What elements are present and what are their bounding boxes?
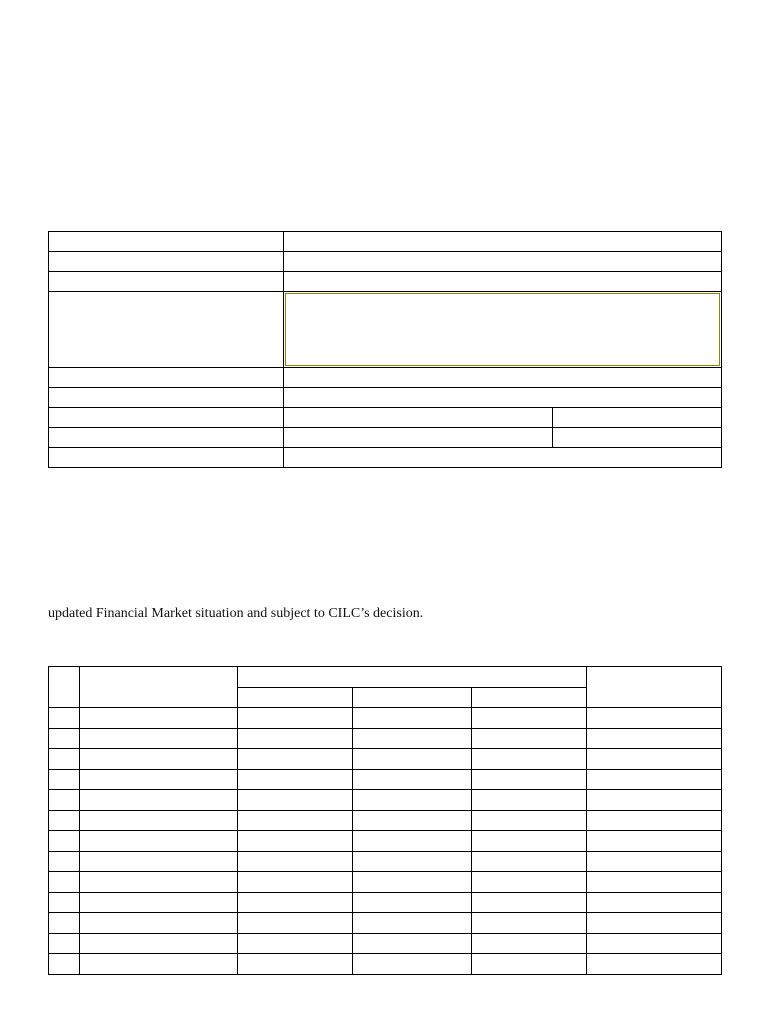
- schedule-row: [49, 831, 722, 852]
- schedule-cell[interactable]: [49, 954, 80, 975]
- schedule-body: [49, 708, 722, 975]
- schedule-cell[interactable]: [472, 749, 587, 770]
- schedule-cell[interactable]: [472, 769, 587, 790]
- schedule-cell[interactable]: [49, 728, 80, 749]
- schedule-cell[interactable]: [80, 954, 238, 975]
- schedule-cell[interactable]: [353, 728, 472, 749]
- schedule-cell[interactable]: [80, 933, 238, 954]
- form-row: [49, 428, 722, 448]
- schedule-cell[interactable]: [587, 728, 722, 749]
- schedule-cell[interactable]: [80, 790, 238, 811]
- schedule-cell[interactable]: [238, 954, 353, 975]
- schedule-cell[interactable]: [353, 933, 472, 954]
- schedule-cell[interactable]: [238, 892, 353, 913]
- schedule-cell[interactable]: [587, 851, 722, 872]
- form-label-cell: [49, 272, 284, 292]
- schedule-cell[interactable]: [80, 831, 238, 852]
- schedule-cell[interactable]: [49, 708, 80, 729]
- schedule-cell[interactable]: [472, 708, 587, 729]
- form-value2-cell[interactable]: [553, 408, 722, 428]
- schedule-cell[interactable]: [587, 954, 722, 975]
- schedule-cell[interactable]: [80, 872, 238, 893]
- schedule-cell[interactable]: [49, 831, 80, 852]
- form-value-cell[interactable]: [284, 408, 553, 428]
- form-row: [49, 272, 722, 292]
- schedule-cell[interactable]: [472, 913, 587, 934]
- schedule-cell[interactable]: [353, 954, 472, 975]
- schedule-cell[interactable]: [587, 749, 722, 770]
- form-table: [48, 231, 722, 468]
- schedule-cell[interactable]: [238, 728, 353, 749]
- schedule-cell[interactable]: [49, 851, 80, 872]
- schedule-cell[interactable]: [80, 749, 238, 770]
- schedule-cell[interactable]: [80, 708, 238, 729]
- schedule-row: [49, 749, 722, 770]
- form-value2-cell[interactable]: [553, 428, 722, 448]
- schedule-cell[interactable]: [472, 954, 587, 975]
- schedule-cell[interactable]: [353, 810, 472, 831]
- schedule-cell[interactable]: [238, 851, 353, 872]
- subheader-cell: [472, 687, 587, 708]
- schedule-cell[interactable]: [49, 892, 80, 913]
- schedule-cell[interactable]: [353, 769, 472, 790]
- form-value-cell[interactable]: [284, 428, 553, 448]
- form-label-cell: [49, 408, 284, 428]
- schedule-cell[interactable]: [353, 892, 472, 913]
- schedule-cell[interactable]: [472, 810, 587, 831]
- schedule-cell[interactable]: [472, 851, 587, 872]
- header-no-cell: [49, 667, 80, 708]
- schedule-cell[interactable]: [238, 933, 353, 954]
- schedule-row: [49, 872, 722, 893]
- schedule-row: [49, 769, 722, 790]
- schedule-cell[interactable]: [353, 708, 472, 729]
- schedule-row: [49, 892, 722, 913]
- schedule-table: [48, 666, 722, 975]
- schedule-cell[interactable]: [587, 933, 722, 954]
- form-label-cell: [49, 232, 284, 252]
- schedule-cell[interactable]: [472, 892, 587, 913]
- form-label-cell: [49, 448, 284, 468]
- header-item-cell: [80, 667, 238, 708]
- schedule-cell[interactable]: [49, 810, 80, 831]
- form-value-cell[interactable]: [284, 272, 722, 292]
- form-row: [49, 448, 722, 468]
- note-text: updated Financial Market situation and subject to CILC’s decision.: [48, 606, 424, 621]
- form-value-cell[interactable]: [284, 232, 722, 252]
- schedule-header-row: [49, 667, 722, 688]
- form-label-cell: [49, 368, 284, 388]
- schedule-row: [49, 790, 722, 811]
- schedule-cell[interactable]: [238, 790, 353, 811]
- form-value-cell-highlighted[interactable]: [284, 292, 722, 368]
- form-row: [49, 232, 722, 252]
- form-value-cell[interactable]: [284, 252, 722, 272]
- schedule-row: [49, 851, 722, 872]
- schedule-row: [49, 708, 722, 729]
- schedule-cell[interactable]: [587, 790, 722, 811]
- schedule-cell[interactable]: [80, 769, 238, 790]
- schedule-cell[interactable]: [238, 872, 353, 893]
- form-row: [49, 388, 722, 408]
- schedule-cell[interactable]: [238, 831, 353, 852]
- form-row: [49, 252, 722, 272]
- schedule-cell[interactable]: [80, 810, 238, 831]
- schedule-cell[interactable]: [472, 728, 587, 749]
- schedule-row: [49, 913, 722, 934]
- schedule-cell[interactable]: [587, 708, 722, 729]
- form-value-cell[interactable]: [284, 388, 722, 408]
- schedule-cell[interactable]: [587, 831, 722, 852]
- schedule-row: [49, 728, 722, 749]
- schedule-cell[interactable]: [587, 769, 722, 790]
- form-label-cell: [49, 252, 284, 272]
- form-label-cell: [49, 292, 284, 368]
- schedule-cell[interactable]: [587, 892, 722, 913]
- schedule-cell[interactable]: [353, 831, 472, 852]
- schedule-cell[interactable]: [238, 810, 353, 831]
- schedule-cell[interactable]: [49, 769, 80, 790]
- schedule-cell[interactable]: [587, 913, 722, 934]
- form-row: [49, 292, 722, 368]
- form-label-cell: [49, 428, 284, 448]
- schedule-cell[interactable]: [353, 913, 472, 934]
- schedule-cell[interactable]: [80, 913, 238, 934]
- schedule-row: [49, 933, 722, 954]
- schedule-cell[interactable]: [49, 913, 80, 934]
- schedule-cell[interactable]: [587, 810, 722, 831]
- schedule-cell[interactable]: [353, 872, 472, 893]
- schedule-cell[interactable]: [353, 851, 472, 872]
- schedule-cell[interactable]: [238, 913, 353, 934]
- schedule-cell[interactable]: [80, 728, 238, 749]
- schedule-cell[interactable]: [353, 749, 472, 770]
- schedule-cell[interactable]: [80, 892, 238, 913]
- schedule-cell[interactable]: [353, 790, 472, 811]
- schedule-cell[interactable]: [238, 749, 353, 770]
- subheader-cell: [353, 687, 472, 708]
- schedule-cell[interactable]: [80, 851, 238, 872]
- schedule-cell[interactable]: [472, 790, 587, 811]
- schedule-cell[interactable]: [472, 831, 587, 852]
- schedule-cell[interactable]: [472, 933, 587, 954]
- subheader-cell: [238, 687, 353, 708]
- schedule-cell[interactable]: [472, 872, 587, 893]
- schedule-cell[interactable]: [49, 872, 80, 893]
- schedule-cell[interactable]: [49, 749, 80, 770]
- schedule-cell[interactable]: [49, 933, 80, 954]
- schedule-cell[interactable]: [238, 708, 353, 729]
- schedule-row: [49, 810, 722, 831]
- form-row: [49, 368, 722, 388]
- highlighted-text-box[interactable]: [285, 293, 720, 366]
- schedule-cell[interactable]: [587, 872, 722, 893]
- form-value-cell[interactable]: [284, 448, 722, 468]
- form-row: [49, 408, 722, 428]
- schedule-cell[interactable]: [49, 790, 80, 811]
- header-last-cell: [587, 667, 722, 708]
- form-value-cell[interactable]: [284, 368, 722, 388]
- form-label-cell: [49, 388, 284, 408]
- schedule-row: [49, 954, 722, 975]
- header-group-cell: [238, 667, 587, 688]
- schedule-cell[interactable]: [238, 769, 353, 790]
